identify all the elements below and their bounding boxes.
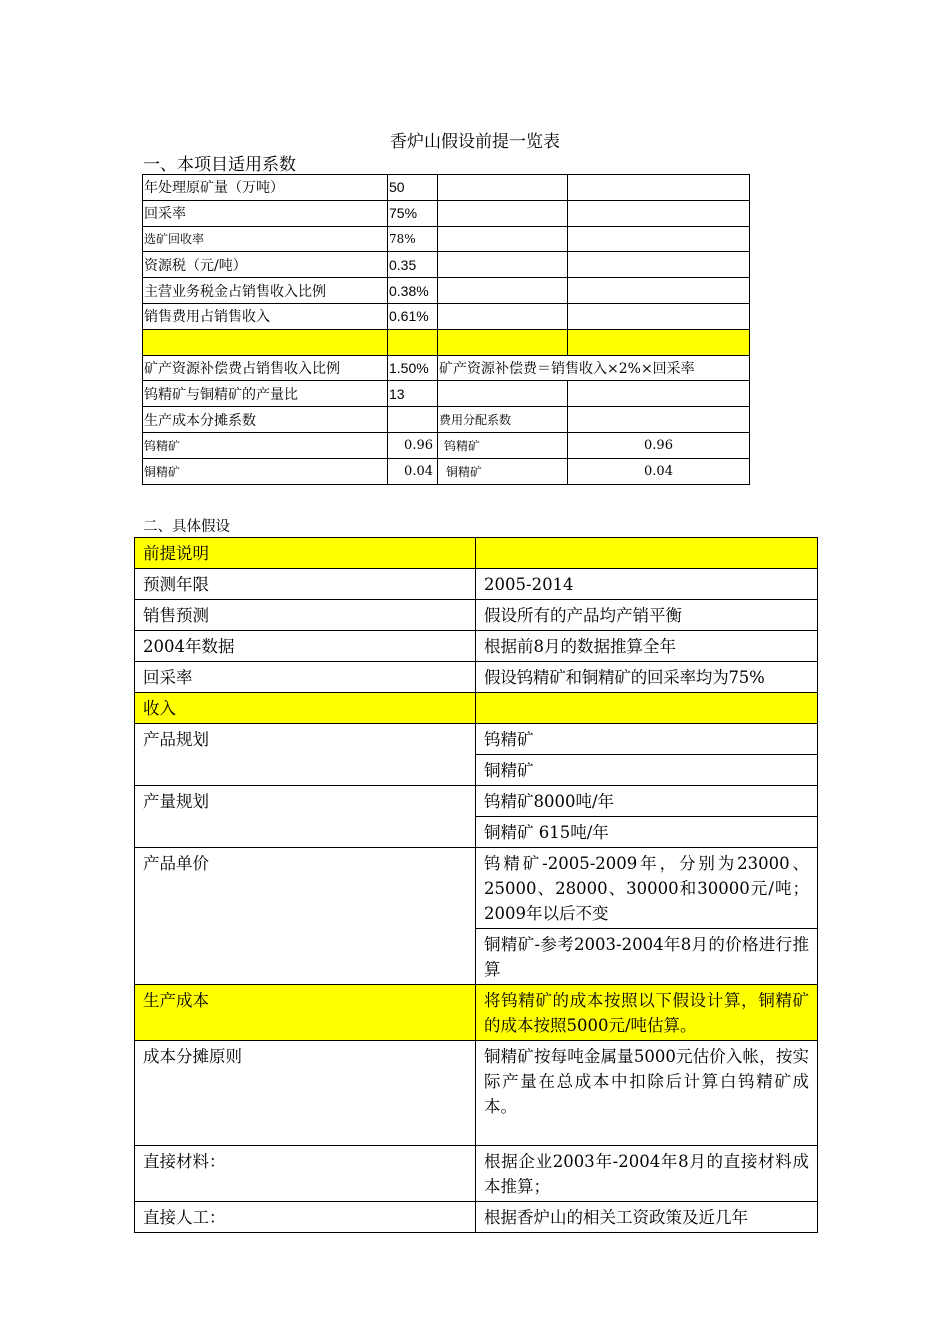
table-row: 铜精矿-参考2003-2004年8月的价格进行推算 — [135, 929, 818, 985]
row-value: 75% — [388, 200, 438, 226]
item-coef: 0.04 — [568, 458, 750, 484]
table-row: 铜精矿 — [135, 755, 818, 786]
table-row: 回采率 假设钨精矿和铜精矿的回采率均为75% — [135, 662, 818, 693]
item-coef: 0.96 — [568, 432, 750, 458]
premise-header: 前提说明 — [135, 538, 476, 569]
item-name: 铜精矿 — [438, 458, 568, 484]
item-name: 钨精矿 — [143, 432, 388, 458]
row-label: 资源税（元/吨） — [143, 252, 388, 278]
table-row: 生产成本 将钨精矿的成本按照以下假设计算，铜精矿的成本按照5000元/吨估算。 — [135, 985, 818, 1041]
item-coef: 0.04 — [388, 458, 438, 484]
cost-allocation-label: 生产成本分摊系数 — [143, 407, 388, 433]
table-row — [143, 303, 750, 329]
highlight-row — [143, 329, 750, 355]
table-row — [143, 226, 750, 252]
table-row: 直接人工： 根据香炉山的相关工资政策及近几年 — [135, 1202, 818, 1233]
row-value: 1.50% — [388, 355, 438, 381]
section2-heading: 二、具体假设 — [143, 519, 230, 535]
row-value: 0.38% — [388, 278, 438, 304]
row-note: 矿产资源补偿费＝销售收入×2%×回采率 — [438, 355, 750, 381]
row-label: 选矿回收率 — [143, 226, 388, 252]
assumption-table — [134, 537, 818, 1233]
page-title: 香炉山假设前提一览表 — [390, 132, 560, 152]
income-header: 收入 — [135, 693, 476, 724]
row-value: 0.35 — [388, 252, 438, 278]
row-value: 0.61% — [388, 303, 438, 329]
table-row: 产量规划 钨精矿8000吨/年 — [135, 786, 818, 817]
row-label: 主营业务税金占销售收入比例 — [143, 278, 388, 304]
table-row: 产品单价 钨精矿-2005-2009年，分别为23000、25000、28000、30000和30000元/吨；2009年以后不变 — [135, 848, 818, 929]
table-row: 2004年数据 根据前8月的数据推算全年 — [135, 631, 818, 662]
row-label: 矿产资源补偿费占销售收入比例 — [143, 355, 388, 381]
row-label: 销售费用占销售收入 — [143, 303, 388, 329]
table-row — [143, 458, 750, 484]
item-name: 钨精矿 — [438, 432, 568, 458]
table-row: 产品规划 钨精矿 — [135, 724, 818, 755]
table-row — [143, 252, 750, 278]
table-row: 铜精矿 615吨/年 — [135, 817, 818, 848]
row-value: 78% — [388, 226, 438, 252]
table-row: 预测年限 2005-2014 — [135, 569, 818, 600]
table-row — [135, 693, 818, 724]
table-row — [143, 175, 750, 201]
row-label: 年处理原矿量（万吨） — [143, 175, 388, 201]
row-label: 钨精矿与铜精矿的产量比 — [143, 381, 388, 407]
table-row: 销售预测 假设所有的产品均产销平衡 — [135, 600, 818, 631]
table-row: 直接材料： 根据企业2003年-2004年8月的直接材料成本推算； — [135, 1146, 818, 1202]
table-row — [143, 200, 750, 226]
table-row — [135, 538, 818, 569]
item-coef: 0.96 — [388, 432, 438, 458]
item-name: 铜精矿 — [143, 458, 388, 484]
table-row — [143, 278, 750, 304]
table-row — [143, 381, 750, 407]
row-value: 50 — [388, 175, 438, 201]
section1-heading: 一、本项目适用系数 — [143, 155, 296, 175]
table-row — [143, 355, 750, 381]
production-cost-label: 生产成本 — [135, 985, 476, 1041]
table-row — [143, 432, 750, 458]
expense-allocation-label: 费用分配系数 — [438, 407, 568, 433]
row-label: 回采率 — [143, 200, 388, 226]
coefficient-table — [142, 174, 750, 485]
table-row — [143, 407, 750, 433]
table-row: 成本分摊原则 铜精矿按每吨金属量5000元估价入帐，按实际产量在总成本中扣除后计算白钨精矿成本。 — [135, 1041, 818, 1146]
row-value: 13 — [388, 381, 438, 407]
